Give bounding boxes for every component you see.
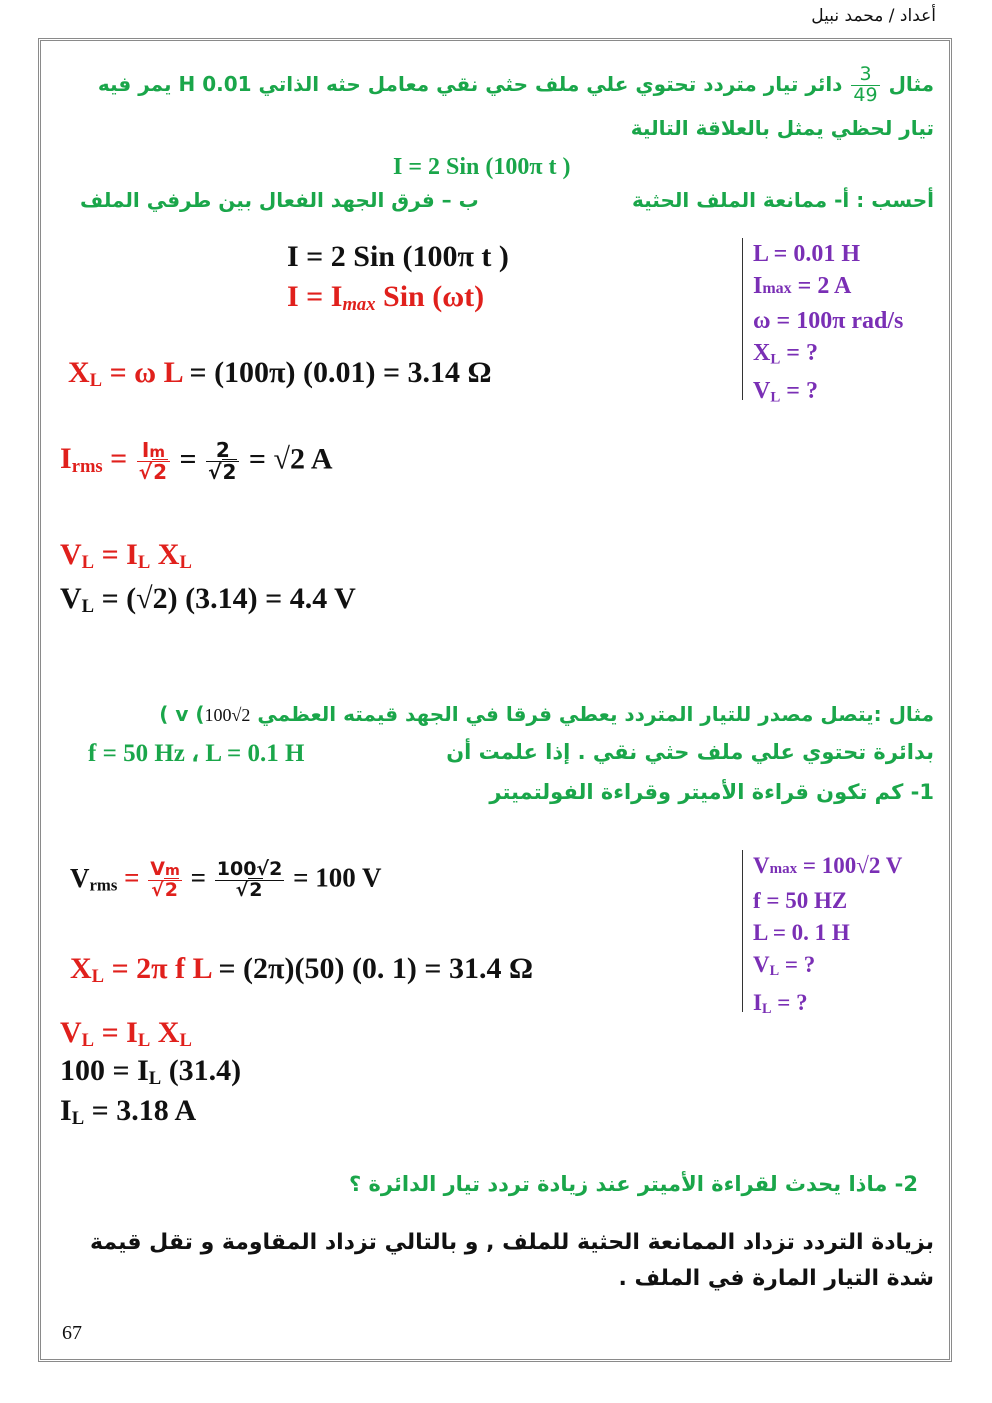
given-current-equation: I = 2 Sin (100π t ): [287, 240, 509, 273]
page-border: [38, 38, 952, 1362]
given-inductance: L = 0.01 H: [753, 241, 861, 267]
irms-calculation: $I_{rms}$ = $\frac{Im}{√2}$ = $\frac{2}{√2}$ = √2 A: [60, 438, 333, 484]
vl-formula-2: $V_L = I_L$ $X_L$: [60, 1016, 192, 1052]
vl-formula-1: $V_L = I_L$ $X_L$: [60, 538, 192, 574]
example2-line2: بدائرة تحتوي علي ملف حثي نقي . إذا علمت أن: [446, 740, 934, 764]
example-label: مثال: [888, 72, 934, 96]
example2-question1: 1- كم تكون قراءة الأميتر وقراءة الفولتميتر: [489, 780, 934, 804]
example1-line2: تيار لحظي يمثل بالعلاقة التالية: [630, 116, 934, 140]
current-step: $100 = I_L$ (31.4): [60, 1054, 242, 1090]
answer-line-1: بزيادة التردد تزداد الممانعة الحثية للملف , و بالتالي تزداد المقاومة و تقل قيمة: [90, 1230, 934, 1255]
reactance-calculation-2: $X_L = 2\pi$ f L = (2π)(50) (0. 1) = 31.4 Ω: [70, 952, 534, 988]
unknown-xl: $X_L$ = ?: [753, 340, 818, 368]
given-imax: Imax = 2 A: [753, 273, 852, 299]
vl-result-1: $V_L = (√2) (3.14) = 4.4$ V: [60, 582, 356, 618]
current-result: $I_L = 3.18$ A: [60, 1094, 197, 1130]
example2-line1: مثال :يتصل مصدر للتيار المتردد يعطي فرقا في الجهد قيمته العظمي v (100√2 ): [159, 702, 934, 726]
vrms-fraction-1: $\frac{Vm}{√2}$: [150, 858, 180, 901]
vrms-fraction-2: $\frac{100√2}{√2}$: [216, 858, 283, 901]
vrms-calculation: $V_{rms}$ = $\frac{Vm}{√2}$ = $\frac{100√2}{√2}$ = 100 V: [70, 858, 382, 901]
unknown-vl-2: $V_L$ = ?: [753, 952, 816, 980]
example1-task-a: أحسب : أ- ممانعة الملف الحثية: [632, 188, 934, 212]
example1-line1: مثال $\frac{3}{49}$ دائر تيار متردد تحتوي علي ملف حثي نقي معامل حثه الذاتي H 0.01 يمر فيه: [97, 63, 934, 106]
example2-frequency-inductance: f = 50 Hz ، L = 0.1 H: [88, 740, 305, 767]
irms-fraction-1: $\frac{Im}{√2}$: [137, 440, 170, 483]
given-frequency: f = 50 HZ: [753, 888, 848, 913]
page-number: 67: [62, 1322, 82, 1344]
example1-relation: I = 2 Sin (100π t ): [393, 154, 571, 180]
unknown-vl: $V_L$ = ?: [753, 378, 818, 406]
given-inductance-2: L = 0. 1 H: [753, 920, 850, 945]
example1-givens: [742, 238, 904, 406]
given-omega: ω = 100π rad/s: [753, 308, 904, 334]
example-number-fraction: $\frac{3}{49}$: [853, 63, 878, 106]
given-vmax: Vmax = 100√2 V: [753, 853, 903, 878]
example2-givens: [742, 850, 903, 1018]
reactance-calculation: $X_L = \omega$ L = (100π) (0.01) = 3.14 Ω: [68, 356, 492, 392]
unknown-il: $I_L$ = ?: [753, 990, 808, 1018]
author-header: أعداد / محمد نبيل: [811, 6, 936, 26]
answer-line-2: شدة التيار المارة في الملف .: [618, 1266, 934, 1291]
irms-fraction-2: $\frac{2}{√2}$: [206, 440, 239, 483]
general-current-equation: $I = I_{max}$ Sin (ωt): [287, 280, 485, 316]
example1-task-b: ب – فرق الجهد الفعال بين طرفي الملف: [80, 188, 479, 212]
question-2: 2- ماذا يحدث لقراءة الأميتر عند زيادة تردد تيار الدائرة ؟: [349, 1172, 918, 1196]
